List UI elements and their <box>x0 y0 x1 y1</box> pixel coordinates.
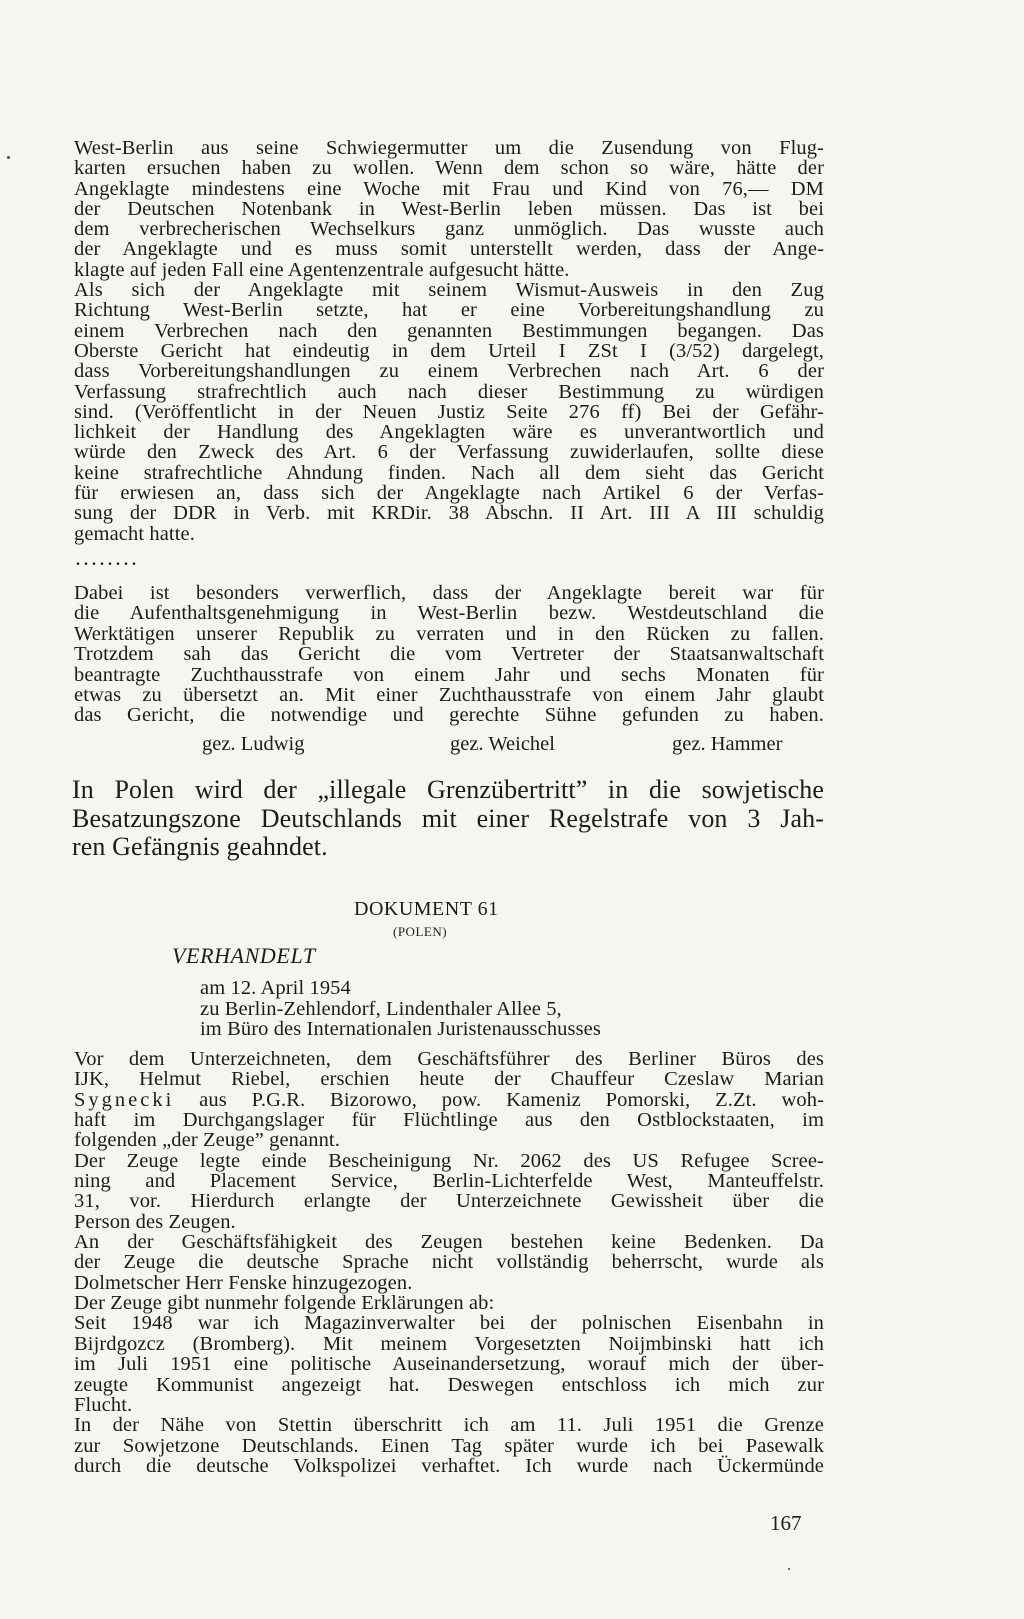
text-line: Werktätigen unserer Republik zu verraten und in den Rücken zu fallen. <box>74 622 824 645</box>
text-line: das Gericht, die notwendige und gerechte Sühne gefunden zu haben. <box>74 704 824 727</box>
text-line: Seit 1948 war ich Magazinverwalter bei der polnischen Eisenbahn in <box>74 1312 824 1335</box>
text-line: haft im Durchgangslager für Flüchtlinge aus den Ostblockstaaten, im <box>74 1109 824 1132</box>
text-line: im Büro des Internationalen Juristenausschusses <box>200 1018 601 1041</box>
text-line: dem verbrecherischen Wechselkurs ganz unmöglich. Das wusste auch <box>74 218 824 241</box>
text-line: Dabei ist besonders verwerflich, dass der Angeklagte bereit war für <box>74 582 824 604</box>
text-line: Der Zeuge legte einde Bescheinigung Nr. 2062 des US Refugee Scree- <box>74 1149 824 1172</box>
text-line: 31, vor. Hierdurch erlangte der Unterzeichnete Gewissheit über die <box>74 1190 824 1213</box>
text-line: Der Zeuge gibt nunmehr folgende Erklärungen ab: <box>74 1292 495 1315</box>
spaced-surname: Sygnecki <box>74 1088 175 1111</box>
text-line: Angeklagte mindestens eine Woche mit Frau und Kind von 76,— DM <box>74 177 824 200</box>
text-line: In der Nähe von Stettin überschritt ich am 11. Juli 1951 die Grenze <box>74 1414 824 1437</box>
text-line: Dolmetscher Herr Fenske hinzugezogen. <box>74 1271 413 1294</box>
text-line: folgenden „der Zeuge” genannt. <box>74 1129 340 1152</box>
text-line: ning and Placement Service, Berlin-Lichterfelde West, Manteuffelstr. <box>74 1170 824 1193</box>
text-line: Trotzdem sah das Gericht die vom Vertreter der Staatsanwaltschaft <box>74 643 824 666</box>
text-line: An der Geschäftsfähigkeit des Zeugen bestehen keine Bedenken. Da <box>74 1231 824 1254</box>
document-heading: DOKUMENT 61 <box>354 898 499 920</box>
text-line: klagte auf jeden Fall eine Agentenzentrale aufgesucht hätte. <box>74 258 570 281</box>
signature-hammer: gez. Hammer <box>672 733 783 755</box>
text-line: zeugte Kommunist angezeigt hat. Deswegen entschloss ich mich zur <box>74 1373 824 1396</box>
text-line: am 12. April 1954 <box>200 977 351 999</box>
text-line: sung der DDR in Verb. mit KRDir. 38 Abschn. II Art. III A III schuldig <box>74 502 824 525</box>
text-fragment: aus P.G.R. Bizorowo, pow. Kameniz Pomorski, Z.Zt. woh- <box>199 1088 824 1111</box>
text-line: durch die deutsche Volkspolizei verhaftet. Ich wurde nach Ückermünde <box>74 1454 824 1477</box>
text-line: Als sich der Angeklagte mit seinem Wismut-Ausweis in den Zug <box>74 279 824 302</box>
text-line: Flucht. <box>74 1393 133 1416</box>
scan-speck <box>788 1568 790 1570</box>
editorial-statement <box>72 776 824 862</box>
text-line: Person des Zeugen. <box>74 1210 236 1233</box>
date-place-block <box>200 978 601 1040</box>
text-line: keine strafrechtliche Ahndung finden. Nach all dem sieht das Gericht <box>74 461 824 484</box>
text-line: zur Sowjetzone Deutschlands. Einen Tag später wurde ich bei Pasewalk <box>74 1434 824 1457</box>
text-line: im Juli 1951 eine politische Auseinandersetzung, worauf mich der über- <box>74 1353 824 1376</box>
text-line: der Angeklagte und es muss somit unterstellt werden, dass der Ange- <box>74 238 824 261</box>
text-line: beantragte Zuchthausstrafe von einem Jahr und sechs Monaten für <box>74 663 824 686</box>
page-number: 167 <box>770 1511 802 1535</box>
text-line: gemacht hatte. <box>74 522 195 545</box>
text-line: dass Vorbereitungshandlungen zu einem Verbrechen nach Art. 6 der <box>74 360 824 383</box>
text-line: West-Berlin aus seine Schwiegermutter um die Zusendung von Flug- <box>74 137 824 159</box>
scan-speck <box>7 156 10 159</box>
signature-ludwig: gez. Ludwig <box>202 733 305 755</box>
text-line: Richtung West-Berlin setzte, hat er eine Vorbereitungshandlung zu <box>74 299 824 322</box>
paragraph-court-reasoning <box>74 138 824 544</box>
paragraph-sentence <box>74 583 824 726</box>
verhandelt-heading: VERHANDELT <box>172 943 316 968</box>
text-line: Oberste Gericht hat eindeutig in dem Urteil I ZSt I (3/52) dargelegt, <box>74 339 824 362</box>
statement-line: In Polen wird der „illegale Grenzübertritt” in die sowjetische <box>72 775 824 804</box>
statement-line: Besatzungszone Deutschlands mit einer Regelstrafe von 3 Jah- <box>72 803 824 833</box>
text-line: Bijrdgozcz (Bromberg). Mit meinem Vorgesetzten Noijmbinski hatt ich <box>74 1332 824 1355</box>
text-line: Verfassung strafrechtlich auch nach dieser Bestimmung zu würdigen <box>74 380 824 403</box>
text-line: IJK, Helmut Riebel, erschien heute der Chauffeur Czeslaw Marian <box>74 1068 824 1091</box>
text-line: Vor dem Unterzeichneten, dem Geschäftsführer des Berliner Büros des <box>74 1048 824 1070</box>
text-line: der Deutschen Notenbank in West-Berlin leben müssen. Das ist bei <box>74 197 824 220</box>
omission-marker: ........ <box>76 552 140 569</box>
signature-weichel: gez. Weichel <box>450 733 555 755</box>
text-line: würde den Zweck des Art. 6 der Verfassung zuwiderlaufen, sollte diese <box>74 441 824 464</box>
paragraph-testimony <box>74 1049 824 1476</box>
text-line-with-name <box>74 1090 824 1110</box>
text-line: etwas zu übersetzt an. Mit einer Zuchthausstrafe von einem Jahr glaubt <box>74 684 824 707</box>
text-line: lichkeit der Handlung des Angeklagten wäre es unverantwortlich und <box>74 421 824 444</box>
text-line: der Zeuge die deutsche Sprache nicht vollständig beherrscht, wurde als <box>74 1251 824 1274</box>
text-line: sind. (Veröffentlicht in der Neuen Justiz Seite 276 ff) Bei der Gefähr- <box>74 400 824 423</box>
text-line: einem Verbrechen nach den genannten Bestimmungen begangen. Das <box>74 319 824 342</box>
document-country: (POLEN) <box>393 924 448 939</box>
statement-line: ren Gefängnis geahndet. <box>72 832 328 861</box>
text-line: karten ersuchen haben zu wollen. Wenn dem schon so wäre, hätte der <box>74 157 824 180</box>
text-line: die Aufenthaltsgenehmigung in West-Berlin bezw. Westdeutschland die <box>74 602 824 625</box>
text-line: zu Berlin-Zehlendorf, Lindenthaler Allee 5, <box>200 997 562 1020</box>
text-line: für erwiesen an, dass sich der Angeklagte nach Artikel 6 der Verfas- <box>74 482 824 505</box>
